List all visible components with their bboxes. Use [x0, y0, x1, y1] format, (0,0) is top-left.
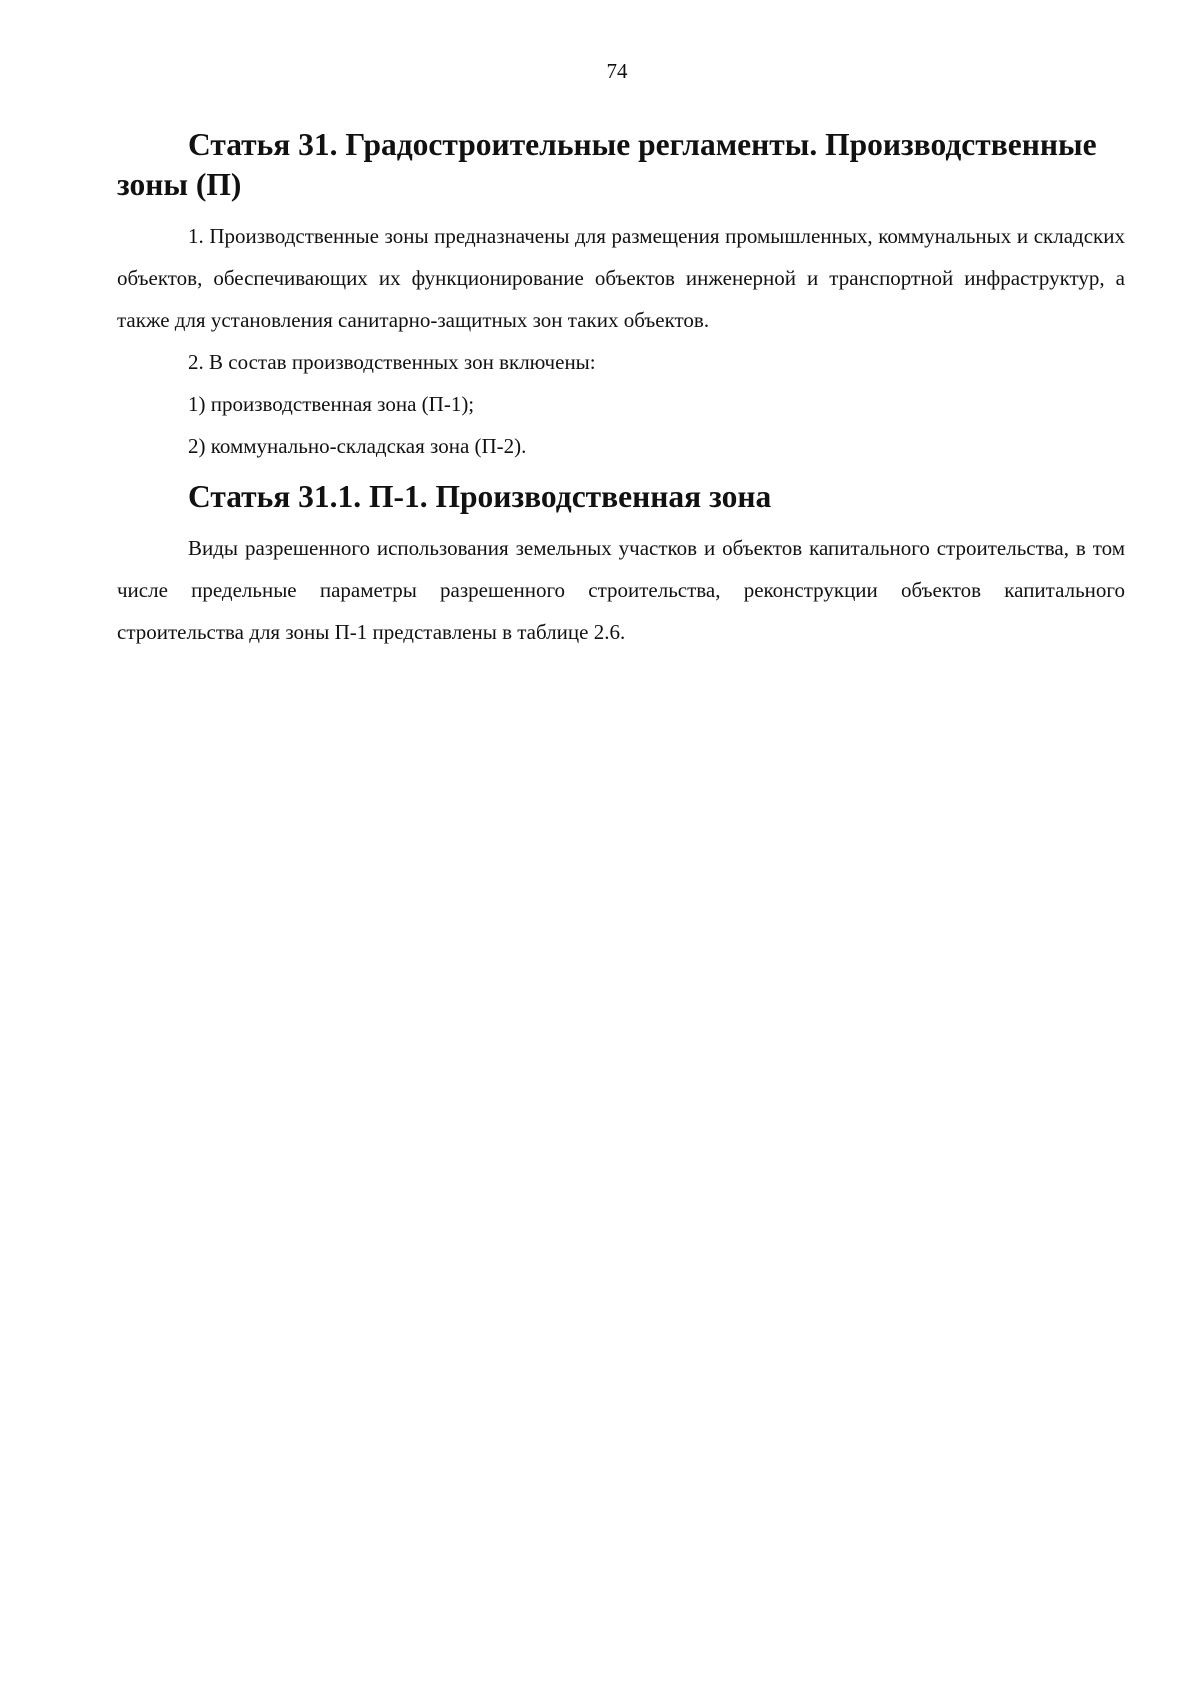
page-content	[117, 125, 1125, 653]
page-number: 74	[606, 59, 628, 83]
article-31-1-heading: Статья 31.1. П-1. Производственная зона	[188, 479, 772, 514]
article-31-paragraph-1: 1. Производственные зоны предназначены для размещения промышленных, коммунальных и складских объектов, обеспечивающих их функционирование объектов инженерной и транспортной инфраструктур, а также для установления санитарно-защитных зон таких объектов.	[117, 224, 1125, 332]
list-item: 2) коммунально-складская зона (П-2).	[188, 434, 527, 458]
list-item: 1) производственная зона (П-1);	[188, 392, 475, 416]
article-31-heading: Статья 31. Градостроительные регламенты. Производственные зоны (П)	[117, 127, 1097, 202]
article-31-paragraph-2: 2. В состав производственных зон включены:	[188, 350, 596, 374]
article-31-1-paragraph: Виды разрешенного использования земельных участков и объектов капитального строительства, в том числе предельные параметры разрешенного строительства, реконструкции объектов капитального строительства для зоны П-1 представлены в таблице 2.6.	[117, 536, 1125, 644]
